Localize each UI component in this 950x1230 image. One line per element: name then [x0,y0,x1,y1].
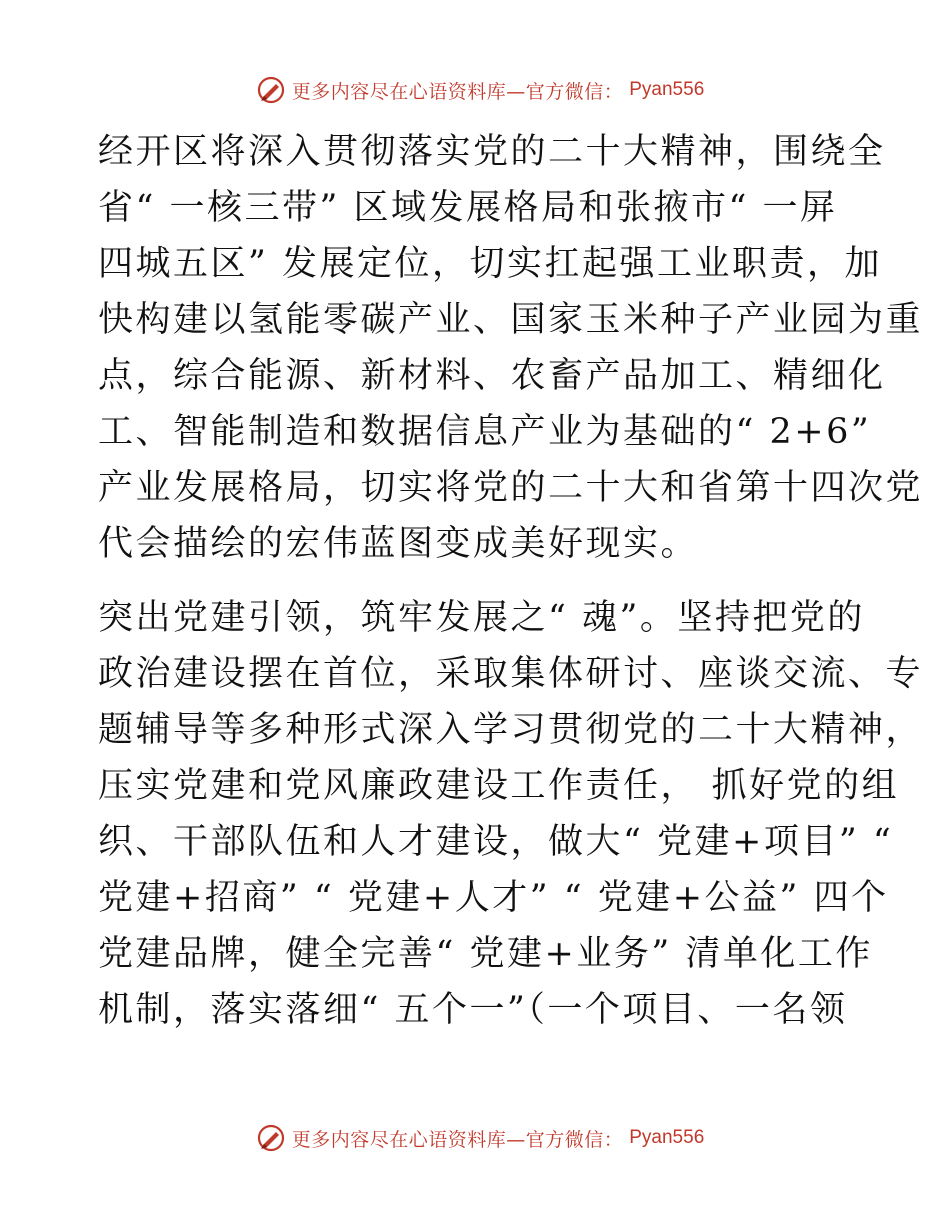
text-line: 政治建设摆在首位，采取集体研讨、座谈交流、专 [98,654,924,694]
footer-watermark-banner [0,1118,950,1158]
text-line: 快构建以氢能零碳产业、国家玉米种子产业园为重 [98,300,924,340]
paragraph-spacer [98,572,858,590]
pen-logo-icon [256,75,286,105]
text-line: 省“ 一核三带” 区域发展格局和张掖市“ 一屏 [98,188,838,228]
text-line: 织、干部队伍和人才建设，做大“ 党建+项目” “ [98,822,894,862]
text-line: 党建+招商” “ 党建+人才” “ 党建+公益” 四个 [98,878,889,918]
watermark-wechat-id: Pyan556 [629,1127,705,1148]
text-line: 题辅导等多种形式深入学习贯彻党的二十大精神， [98,710,924,750]
text-line: 党建品牌，健全完善“ 党建+业务” 清单化工作 [98,934,873,974]
text-line: 经开区将深入贯彻落实党的二十大精神，围绕全 [98,132,886,172]
text-line: 产业发展格局，切实将党的二十大和省第十四次党 [98,468,924,508]
text-line: 代会描绘的宏伟蓝图变成美好现实。 [98,524,699,564]
text-line: 压实党建和党风廉政建设工作责任， 抓好党的组 [98,766,900,806]
watermark-text: 更多内容尽在心语资料库—官方微信： [291,1128,624,1151]
text-line: 四城五区” 发展定位，切实扛起强工业职责，加 [98,244,883,284]
watermark-group [256,75,705,105]
text-line: 点，综合能源、新材料、农畜产品加工、精细化 [98,356,886,396]
paragraph-1 [98,124,924,572]
text-line: 机制，落实落细“ 五个一”（一个项目、一名领 [98,990,848,1030]
watermark-wechat-id: Pyan556 [629,79,705,100]
paragraph-2 [98,590,924,1038]
pen-logo-icon [256,1123,286,1153]
watermark-text: 更多内容尽在心语资料库—官方微信： [291,80,624,103]
header-watermark-banner [0,70,950,110]
document-body [98,124,924,1038]
text-line: 突出党建引领，筑牢发展之“ 魂”。坚持把党的 [98,598,865,638]
text-line: 工、智能制造和数据信息产业为基础的“ 2+6” [98,412,872,452]
watermark-group [256,1123,705,1153]
